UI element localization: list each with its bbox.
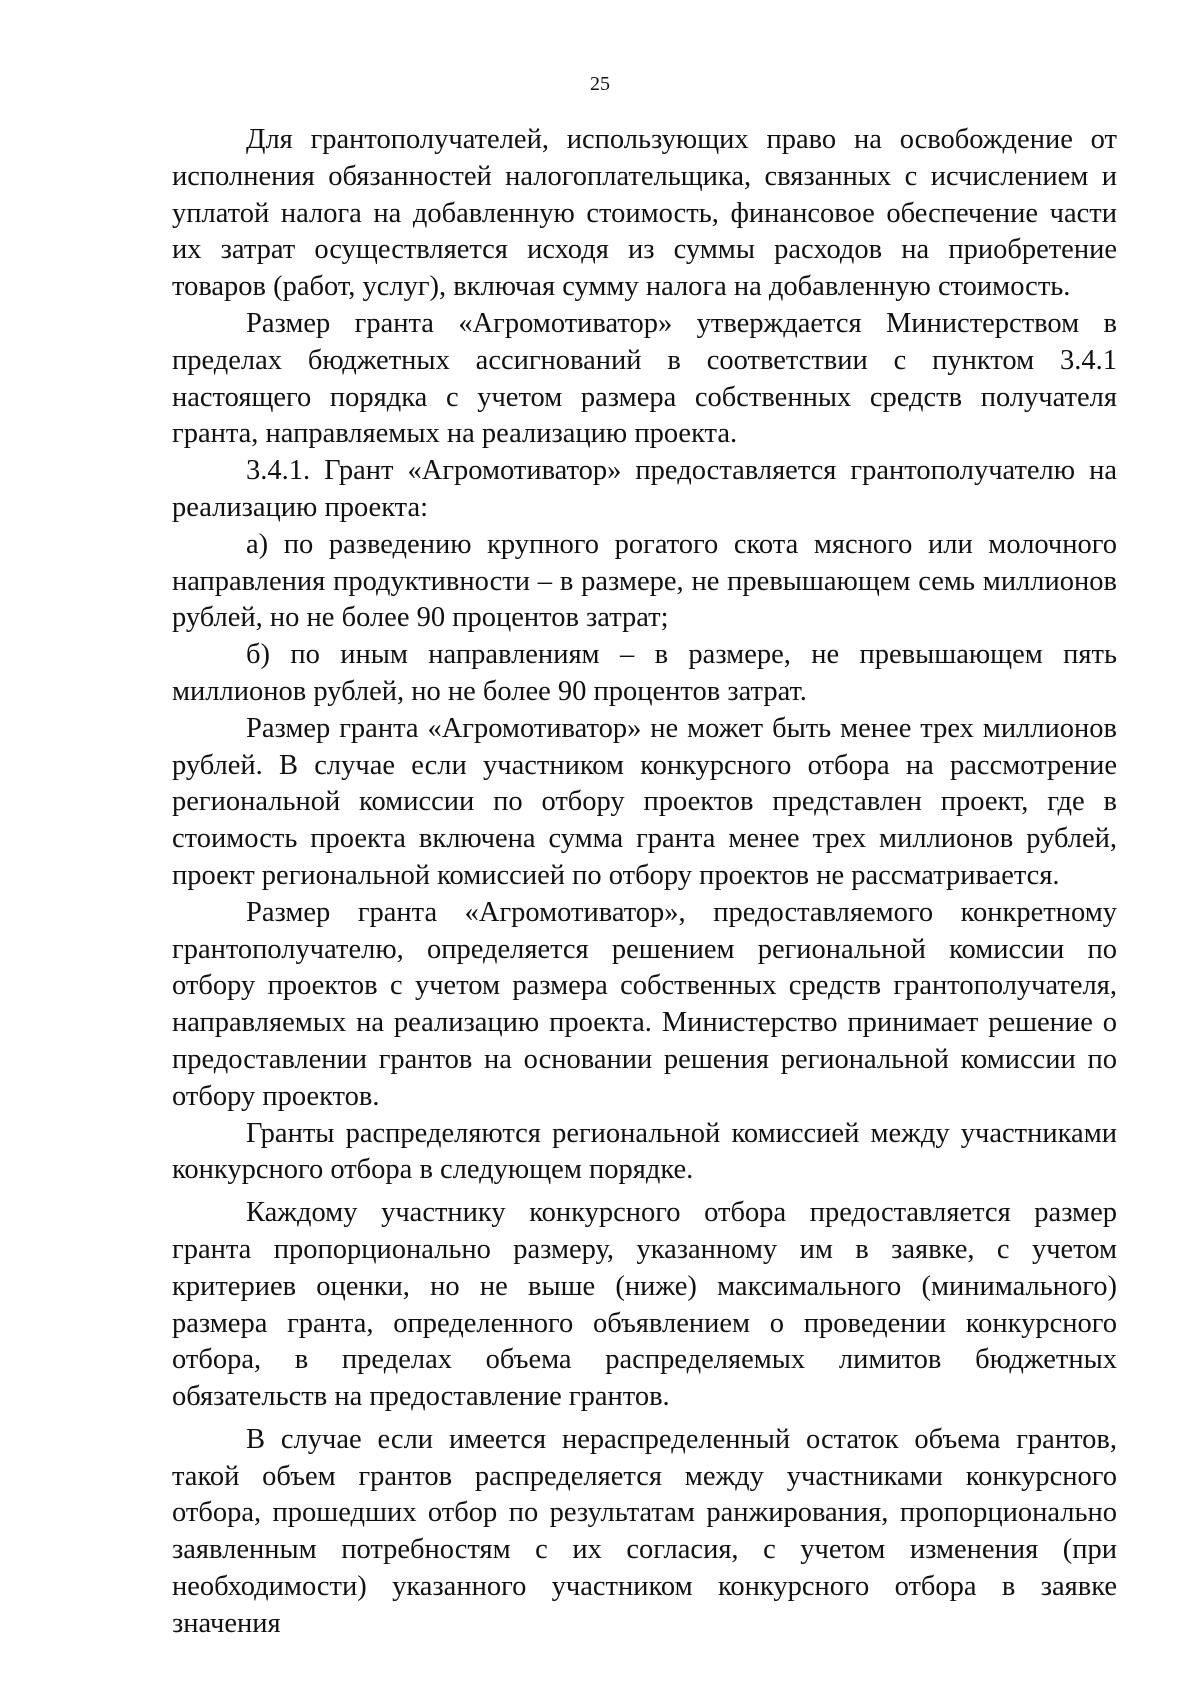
paragraph-item-b-other: б) по иным направлениям – в размере, не превышающем пять миллионов рублей, но не более 90 процентов затрат. [172,639,1117,707]
paragraph-proportional-allocation: Каждому участнику конкурсного отбора предоставляется размер гранта пропорционально размеру, указанному им в заявке, с учетом критериев оценки, но не выше (ниже) максимального (минимального) размера гранта, определенного объявлением о проведении конкурсного отбора, в пределах объема распределяемых лимитов бюджетных обязательств на предоставление грантов. [172,1197,1117,1413]
paragraph-clause-3-4-1: 3.4.1. Грант «Агромотиватор» предоставляется грантополучателю на реализацию проекта: [172,455,1117,523]
paragraph-minimum-grant: Размер гранта «Агромотиватор» не может быть менее трех миллионов рублей. В случае если участником конкурсного отбора на рассмотрение региональной комиссии по отбору проектов представлен проект, где в стоимость проекта включена сумма гранта менее трех миллионов рублей, проект региональной комиссией по отбору проектов не рассматривается. [172,712,1117,891]
paragraph-remaining-volume: В случае если имеется нераспределенный остаток объема грантов, такой объем грантов распределяется между участниками конкурсного отбора, прошедших отбор по результатам ранжирования, пропорционально заявленным потребностям с их согласия, с учетом изменения (при необходимости) указанного участником конкурсного отбора в заявке значения [172,1423,1117,1639]
paragraph-grant-size-approval: Размер гранта «Агромотиватор» утверждается Министерством в пределах бюджетных ассигнований в соответствии с пунктом 3.4.1 настоящего порядка с учетом размера собственных средств получателя гранта, направляемых на реализацию проекта. [172,307,1117,450]
paragraph-vat-expenses: Для грантополучателей, использующих право на освобождение от исполнения обязанностей налогоплательщика, связанных с исчислением и уплатой налога на добавленную стоимость, финансовое обеспечение части их затрат осуществляется исходя из суммы расходов на приобретение товаров (работ, услуг), включая сумму налога на добавленную стоимость. [172,124,1117,303]
document-body [172,122,1117,1643]
paragraph-grant-determination: Размер гранта «Агромотиватор», предоставляемого конкретному грантополучателю, определяется решением региональной комиссии по отбору проектов с учетом размера собственных средств грантополучателя, направляемых на реализацию проекта. Министерство принимает решение о предоставлении грантов на основании решения региональной комиссии по отбору проектов. [172,896,1117,1112]
paragraph-distribution-order: Гранты распределяются региональной комиссией между участниками конкурсного отбора в следующем порядке. [172,1117,1117,1186]
paragraph-item-a-cattle: а) по разведению крупного рогатого скота мясного или молочного направления продуктивности – в размере, не превышающем семь миллионов рублей, но не более 90 процентов затрат; [172,528,1117,634]
page-number: 25 [590,73,610,95]
